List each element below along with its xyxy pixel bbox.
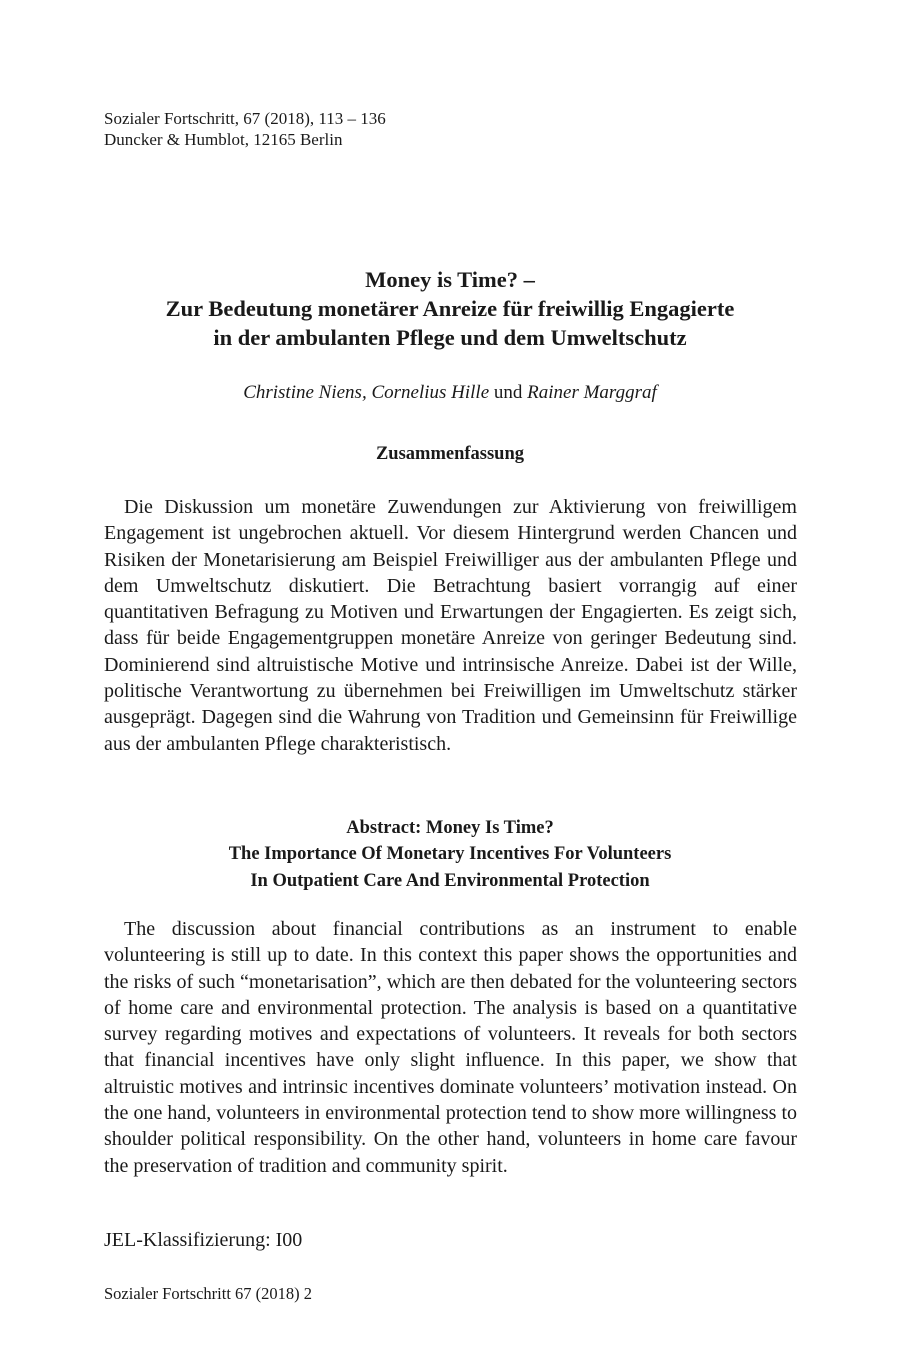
zusammenfassung-text: Die Diskussion um monetäre Zuwendungen zur Aktivierung von freiwilligem Engagement ist ungebrochen aktuell. Vor diesem Hintergrund werden Chancen und Risiken der Monetarisierung am Beispiel Freiwilliger aus der ambulanten Pflege und dem Umweltschutz diskutiert. Die Betrachtung basiert vorrangig auf einer quantitativen Befragung zu Motiven und Erwartungen der Engagierten. Es zeigt sich, dass für beide Engagementgruppen monetäre Anreize von geringer Bedeutung sind. Dominierend sind altruistische Motive und intrinsische Anreize. Dabei ist der Wille, politische Verantwortung zu übernehmen bei Freiwilligen im Umweltschutz stärker ausgeprägt. Dagegen sind die Wahrung von Tradition und Gemeinsinn für Freiwillige aus der ambulanten Pflege charakteristisch. <box>104 496 797 755</box>
title-line-1: Money is Time? – <box>365 267 535 292</box>
author-names-1: Christine Niens, Cornelius Hille <box>243 382 490 403</box>
page-footer: Sozialer Fortschritt 67 (2018) 2 <box>104 1284 313 1303</box>
abstract-heading-line-2: The Importance Of Monetary Incentives For Volunteers <box>228 844 672 865</box>
author-line <box>60 381 840 405</box>
jel-classification: JEL-Klassifizierung: I00 <box>104 1229 303 1251</box>
author-conjunction: und <box>489 382 528 403</box>
journal-header <box>104 108 386 150</box>
abstract-heading <box>60 815 840 894</box>
journal-citation: Sozialer Fortschritt, 67 (2018), 113 – 136 <box>104 109 386 128</box>
title-line-3: in der ambulanten Pflege und dem Umweltschutz <box>213 325 687 350</box>
article-title <box>60 265 840 352</box>
publisher-address: Duncker & Humblot, 12165 Berlin <box>104 130 343 149</box>
zusammenfassung-heading: Zusammenfassung <box>375 444 525 464</box>
title-line-2: Zur Bedeutung monetärer Anreize für freiwillig Engagierte <box>165 296 735 321</box>
abstract-heading-line-1: Abstract: Money Is Time? <box>346 818 554 838</box>
abstract-text: The discussion about financial contributions as an instrument to enable volunteering is still up to date. In this context this paper shows the opportunities and the risks of such “monetarisation”, which are then debated for the volunteering sectors of home care and environmental protection. The analysis is based on a quantitative survey regarding motives and expectations of volunteers. It reveals for both sectors that financial incentives have only slight influence. In this paper, we show that altruistic motives and intrinsic incentives dominate volunteers’ motivation instead. On the one hand, volunteers in environmental protection tend to show more willingness to shoulder political responsibility. On the other hand, volunteers in home care favour the preservation of tradition and community spirit. <box>104 918 797 1177</box>
author-names-2: Rainer Marggraf <box>527 382 657 403</box>
abstract-heading-line-3: In Outpatient Care And Environmental Protection <box>250 870 650 891</box>
